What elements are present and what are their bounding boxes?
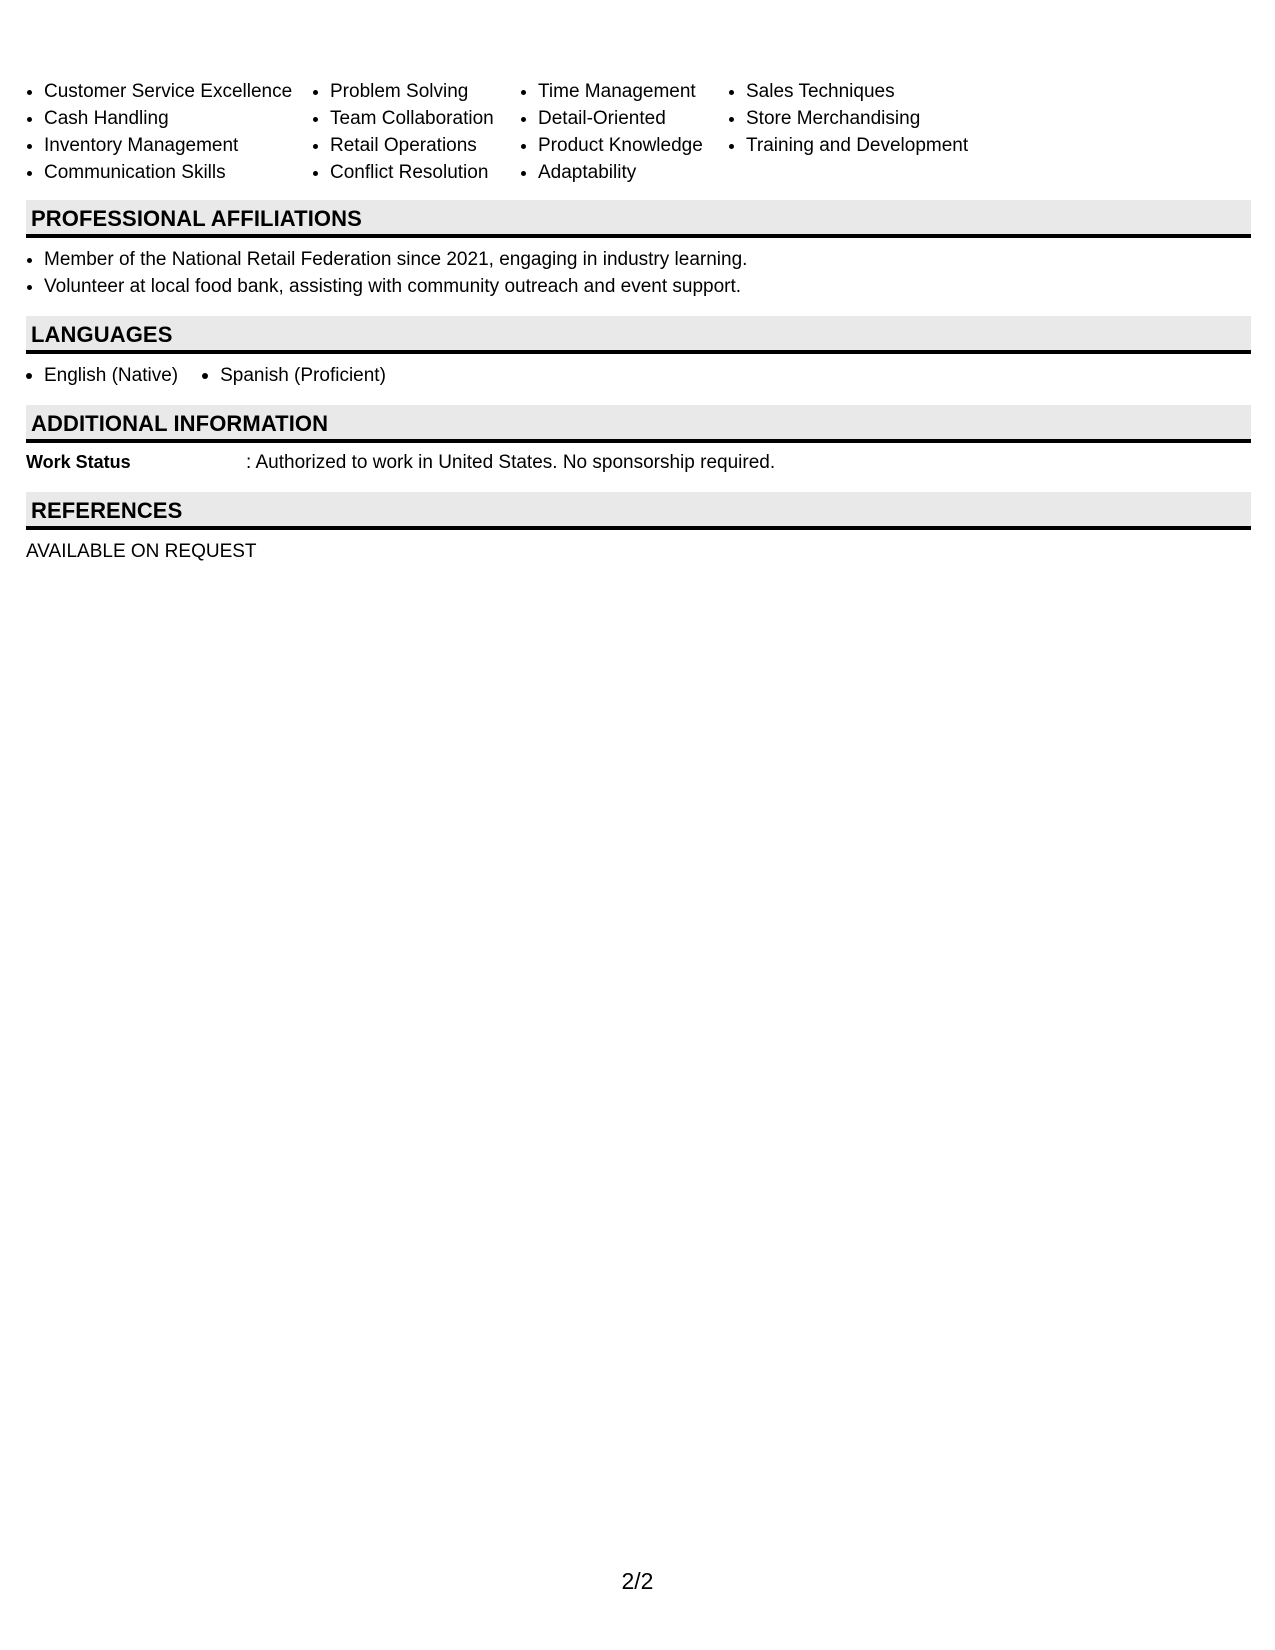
skill-item: • Adaptability bbox=[538, 159, 728, 186]
skill-item: • Inventory Management bbox=[44, 132, 312, 159]
references-heading: REFERENCES bbox=[26, 492, 1251, 530]
affiliations-section bbox=[26, 200, 1251, 300]
skill-item: • Sales Techniques bbox=[746, 78, 1006, 105]
skills-grid bbox=[26, 78, 1251, 186]
skill-item: • Training and Development bbox=[746, 132, 1006, 159]
affiliation-item: • Member of the National Retail Federation since 2021, engaging in industry learning. bbox=[44, 246, 1251, 273]
skills-column-3 bbox=[520, 78, 728, 186]
references-section bbox=[26, 492, 1251, 565]
languages-list bbox=[26, 362, 1251, 389]
skills-column-4 bbox=[728, 78, 1006, 186]
skill-item: • Store Merchandising bbox=[746, 105, 1006, 132]
language-item: Spanish (Proficient) bbox=[202, 362, 386, 389]
affiliations-list bbox=[26, 246, 1251, 300]
skill-item: • Communication Skills bbox=[44, 159, 312, 186]
skill-item: • Product Knowledge bbox=[538, 132, 728, 159]
language-item: English (Native) bbox=[26, 362, 178, 389]
skill-item: • Cash Handling bbox=[44, 105, 312, 132]
references-text: AVAILABLE ON REQUEST bbox=[26, 541, 257, 562]
work-status-row bbox=[26, 449, 1251, 476]
additional-info-section bbox=[26, 405, 1251, 476]
languages-section bbox=[26, 316, 1251, 389]
skills-column-2 bbox=[312, 78, 520, 186]
affiliation-item: • Volunteer at local food bank, assisting with community outreach and event support. bbox=[44, 273, 1251, 300]
work-status-label: Work Status bbox=[26, 452, 131, 472]
page-number: 2/2 bbox=[621, 1568, 654, 1594]
additional-info-heading: ADDITIONAL INFORMATION bbox=[26, 405, 1251, 443]
affiliations-heading: PROFESSIONAL AFFILIATIONS bbox=[26, 200, 1251, 238]
skill-item: • Detail-Oriented bbox=[538, 105, 728, 132]
skill-item: • Time Management bbox=[538, 78, 728, 105]
work-status-value: : Authorized to work in United States. No sponsorship required. bbox=[246, 452, 776, 473]
skill-item: • Problem Solving bbox=[330, 78, 520, 105]
resume-page bbox=[26, 78, 1251, 565]
skill-item: • Retail Operations bbox=[330, 132, 520, 159]
skill-item: • Conflict Resolution bbox=[330, 159, 520, 186]
skill-item: • Team Collaboration bbox=[330, 105, 520, 132]
skills-column-1 bbox=[26, 78, 312, 186]
languages-heading: LANGUAGES bbox=[26, 316, 1251, 354]
skill-item: • Customer Service Excellence bbox=[44, 78, 312, 105]
